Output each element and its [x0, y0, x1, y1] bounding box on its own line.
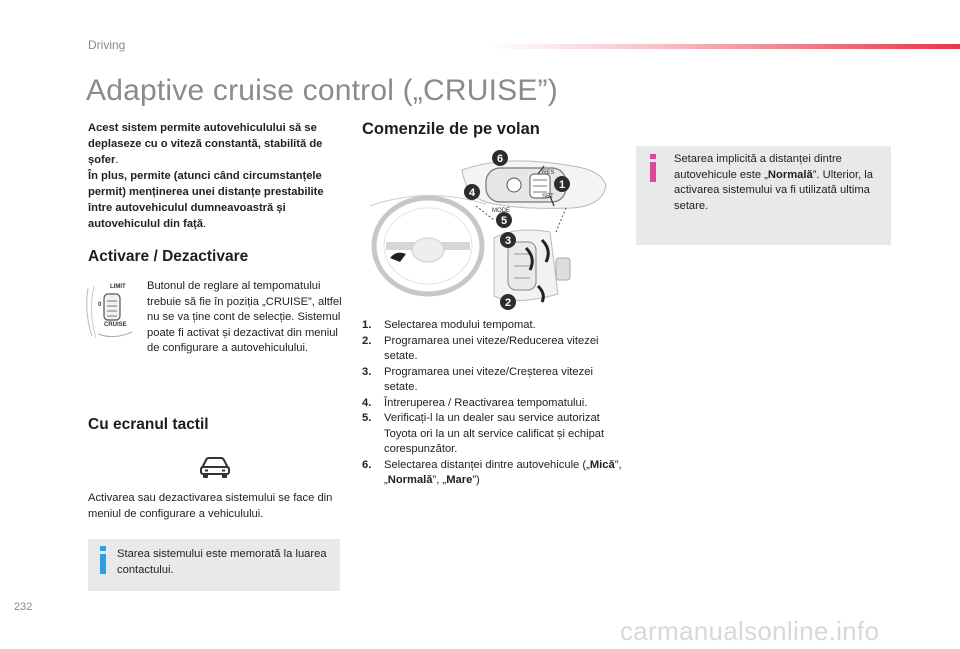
controls-list: [362, 318, 624, 489]
distance-note-suffix: ”. Ulterior, la activarea sistemului va fi utilizată ultima setare.: [674, 168, 874, 212]
callout-5: [496, 212, 512, 228]
intro-line1-end: .: [115, 154, 119, 166]
switch-limit-label: LIMIT: [110, 284, 126, 290]
distance-note-bold: Normală: [767, 168, 813, 181]
svg-text:5: 5: [500, 215, 508, 227]
page-number: 232: [14, 601, 33, 613]
lever-res-label: RES: [542, 170, 555, 176]
callout-1: [554, 176, 570, 192]
intro-line2-end: .: [203, 218, 207, 230]
distance-note-box: [636, 146, 891, 245]
info-icon: [98, 546, 108, 574]
list-item-number: 1.: [362, 319, 372, 331]
memory-note-box: [88, 539, 340, 591]
info-icon: [648, 154, 658, 182]
controls-heading: Comenzile de pe volan: [362, 120, 540, 138]
list-item-number: 5.: [362, 412, 372, 424]
list-item-text: Programarea unei viteze/Creșterea vitezei setate.: [384, 365, 593, 393]
item6-prefix: Selectarea distanței dintre autovehicule („: [384, 458, 590, 471]
callout-4: [464, 184, 480, 200]
item6-sep2: ”, „: [432, 474, 447, 486]
svg-text:4: 4: [468, 187, 476, 199]
distance-note-prefix: Setarea implicită a distanței dintre autovehicule este „: [674, 153, 842, 181]
svg-text:1: 1: [558, 179, 566, 191]
list-item: [362, 396, 624, 412]
callout-6: [492, 150, 508, 166]
callout-3: [500, 232, 516, 248]
callout-2: [500, 294, 516, 310]
activation-text: Butonul de reglare al tempomatului trebuie să fie în poziția „CRUISE”, altfel nu se va ține cont de selecție. Sistemul poate fi activat și dezactivat din meniul de configurare a autovehiculului.: [147, 280, 342, 354]
steering-wheel-illustration: [366, 146, 618, 314]
list-item-number: 4.: [362, 396, 372, 409]
list-item-number: 2.: [362, 334, 372, 347]
touchscreen-text: Activarea sau dezactivarea sistemului se face din meniul de configurare a vehiculului.: [88, 492, 333, 520]
list-item: [362, 318, 624, 334]
list-item-text: Selectarea modului tempomat.: [384, 319, 536, 331]
intro-text: [88, 120, 348, 232]
list-item: [362, 411, 624, 458]
list-item-text: Programarea unei viteze/Reducerea vitezei setate.: [384, 334, 599, 362]
list-item-number: 3.: [362, 365, 372, 378]
page-title: Adaptive cruise control („CRUISE”): [86, 74, 558, 107]
steering-controls-figure: [366, 146, 618, 314]
svg-text:6: 6: [496, 153, 504, 165]
memory-note-text: Starea sistemului este memorată la luarea contactului.: [117, 548, 327, 576]
watermark: carmanualsonline.info: [620, 616, 880, 646]
touchscreen-heading: Cu ecranul tactil: [88, 416, 209, 433]
cruise-switch-illustration: [84, 282, 142, 342]
cruise-switch-figure: [84, 282, 142, 342]
list-item-text: Verificați-l la un dealer sau service autorizat Toyota ori la un alt service calificat și echipat corespunzător.: [384, 412, 605, 455]
section-label: Driving: [88, 38, 126, 52]
list-item-text: [384, 458, 624, 489]
lever-set-label: SET: [542, 194, 554, 200]
distance-option-small: Mică: [589, 458, 615, 471]
item6-sep1: ”, „: [384, 458, 622, 486]
switch-off-label: 0: [98, 302, 102, 308]
list-item: [362, 334, 624, 365]
intro-line1: Acest sistem permite autovehiculului să se deplaseze cu o viteză constantă, stabilită de șofer: [88, 122, 323, 166]
list-item: [362, 365, 624, 396]
distance-note-text: [674, 152, 879, 214]
item6-suffix: ”): [472, 474, 480, 486]
lever-mode-label: MODE: [492, 208, 510, 214]
intro-line2: În plus, permite (atunci când circumstanțele permit) menținerea unei distanțe prestabilite între autovehiculul dumneavoastră și autovehiculul din față: [88, 170, 324, 230]
svg-text:2: 2: [504, 297, 512, 309]
list-item: [362, 458, 624, 489]
list-item-text: Întreruperea / Reactivarea tempomatului.: [384, 396, 588, 409]
header-accent-bar: [488, 44, 960, 49]
car-icon: [198, 454, 232, 480]
list-item-number: 6.: [362, 458, 372, 471]
distance-option-large: Mare: [446, 474, 473, 486]
distance-option-normal: Normală: [387, 474, 433, 486]
activation-heading: Activare / Dezactivare: [88, 248, 249, 265]
switch-cruise-label: CRUISE: [104, 322, 127, 328]
svg-text:3: 3: [504, 235, 512, 247]
